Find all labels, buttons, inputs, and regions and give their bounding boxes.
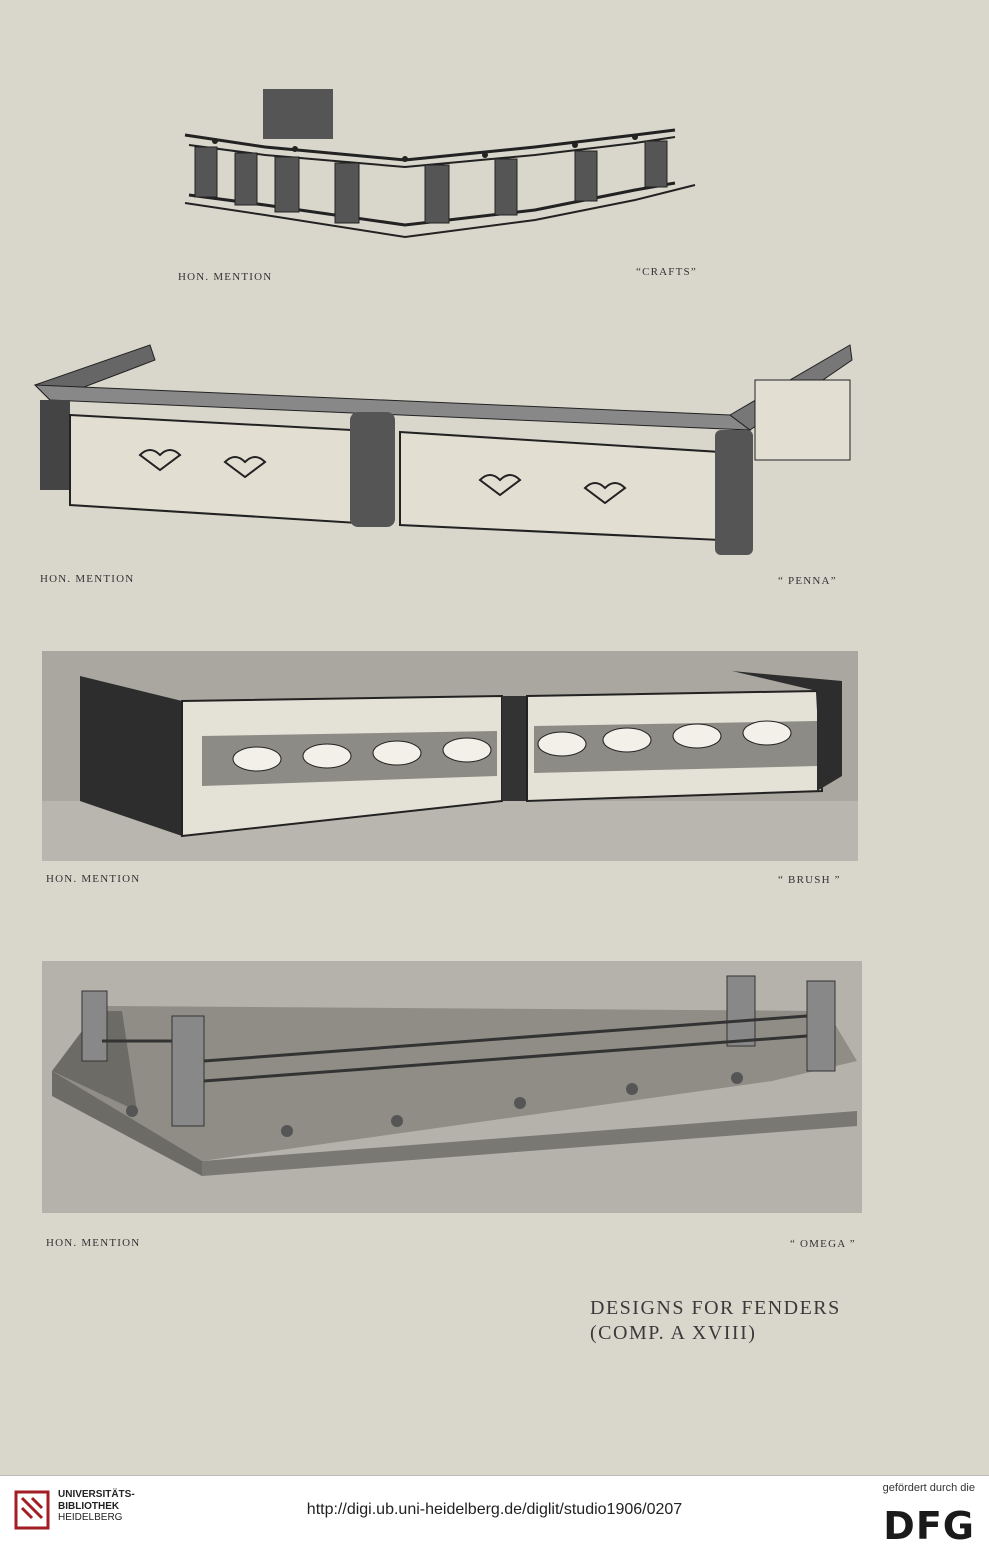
caption-design-name: “CRAFTS” (636, 266, 697, 278)
illustration-crafts-fender (175, 85, 725, 245)
footer-bar (0, 1475, 989, 1548)
caption-hon-mention: HON. MENTION (40, 573, 135, 585)
illustration-omega-fender (42, 961, 862, 1213)
permalink-url[interactable]: http://digi.ub.uni-heidelberg.de/diglit/studio1906/0207 (306, 1501, 683, 1518)
library-name-line1: UNIVERSITÄTS- (58, 1489, 135, 1500)
plate-title-line2: (COMP. A XVIII) (590, 1322, 757, 1344)
caption-design-name: “ OMEGA ” (790, 1238, 856, 1250)
illustration-penna-fender (30, 340, 860, 560)
library-name-line3: HEIDELBERG (58, 1512, 123, 1523)
caption-hon-mention: HON. MENTION (46, 873, 141, 885)
illustration-brush-fender (42, 651, 858, 861)
dfg-logo: DFG (883, 1504, 975, 1548)
caption-design-name: “ PENNA” (778, 575, 837, 587)
caption-hon-mention: HON. MENTION (178, 271, 273, 283)
library-name-line2: BIBLIOTHEK (58, 1500, 120, 1512)
caption-hon-mention: HON. MENTION (46, 1237, 141, 1249)
sponsor-text: gefördert durch die (882, 1482, 975, 1494)
caption-design-name: “ BRUSH ” (778, 874, 841, 886)
plate-title-line1: DESIGNS FOR FENDERS (590, 1297, 841, 1319)
